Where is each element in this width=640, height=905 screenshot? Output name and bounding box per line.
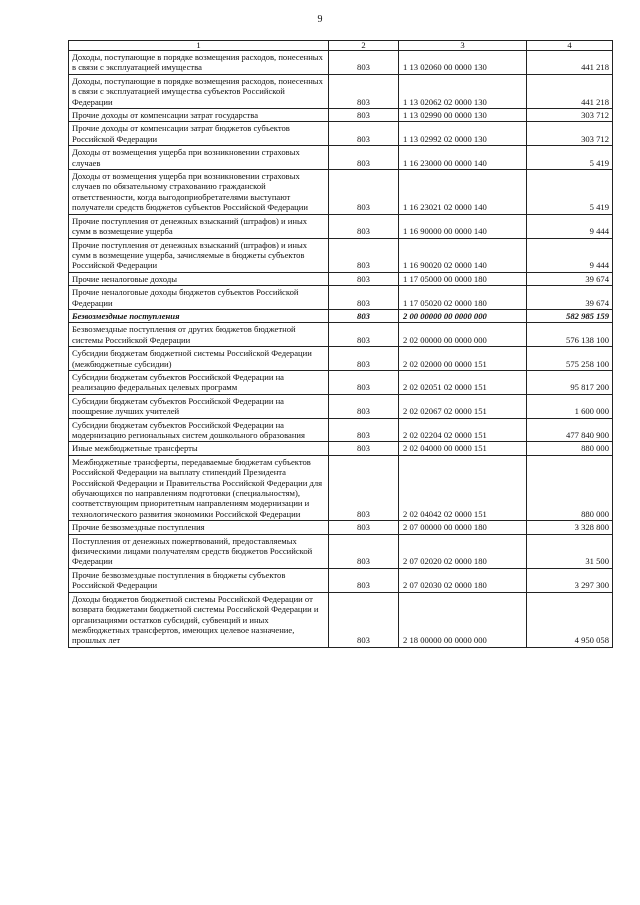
row-name: Безвозмездные поступления	[69, 309, 329, 322]
table-row	[69, 309, 613, 322]
row-admin-code: 803	[329, 74, 399, 108]
row-name: Субсидии бюджетам субъектов Российской Федерации на реализацию федеральных целевых программ	[69, 370, 329, 394]
row-amount: 4 950 058	[527, 592, 613, 647]
row-amount: 582 985 159	[527, 309, 613, 322]
table-row	[69, 146, 613, 170]
row-amount: 9 444	[527, 238, 613, 272]
table-row	[69, 568, 613, 592]
row-name: Доходы, поступающие в порядке возмещения расходов, понесенных в связи с эксплуатацией имущества	[69, 51, 329, 75]
row-budget-code: 2 02 04042 02 0000 151	[399, 455, 527, 520]
row-admin-code: 803	[329, 170, 399, 215]
row-admin-code: 803	[329, 568, 399, 592]
table-row	[69, 323, 613, 347]
row-admin-code: 803	[329, 521, 399, 534]
row-name: Прочие неналоговые доходы бюджетов субъектов Российской Федерации	[69, 286, 329, 310]
table-row	[69, 521, 613, 534]
header-col-4: 4	[527, 41, 613, 51]
row-amount: 39 674	[527, 272, 613, 285]
row-amount: 39 674	[527, 286, 613, 310]
table-row	[69, 74, 613, 108]
row-admin-code: 803	[329, 146, 399, 170]
row-amount: 441 218	[527, 51, 613, 75]
row-amount: 576 138 100	[527, 323, 613, 347]
row-admin-code: 803	[329, 238, 399, 272]
row-budget-code: 2 02 02204 02 0000 151	[399, 418, 527, 442]
row-budget-code: 1 17 05020 02 0000 180	[399, 286, 527, 310]
revenue-table	[68, 40, 613, 648]
row-name: Прочие безвозмездные поступления	[69, 521, 329, 534]
row-name: Иные межбюджетные трансферты	[69, 442, 329, 455]
row-budget-code: 1 13 02992 02 0000 130	[399, 122, 527, 146]
row-amount: 1 600 000	[527, 394, 613, 418]
row-budget-code: 2 18 00000 00 0000 000	[399, 592, 527, 647]
row-budget-code: 1 16 23000 00 0000 140	[399, 146, 527, 170]
row-amount: 3 297 300	[527, 568, 613, 592]
row-admin-code: 803	[329, 418, 399, 442]
row-amount: 3 328 800	[527, 521, 613, 534]
table-row	[69, 272, 613, 285]
row-budget-code: 1 13 02062 02 0000 130	[399, 74, 527, 108]
table-row	[69, 170, 613, 215]
row-budget-code: 1 16 23021 02 0000 140	[399, 170, 527, 215]
row-admin-code: 803	[329, 51, 399, 75]
row-amount: 880 000	[527, 455, 613, 520]
row-budget-code: 1 13 02060 00 0000 130	[399, 51, 527, 75]
table-row	[69, 370, 613, 394]
row-admin-code: 803	[329, 309, 399, 322]
table-row	[69, 109, 613, 122]
table-header-row	[69, 41, 613, 51]
row-budget-code: 1 13 02990 00 0000 130	[399, 109, 527, 122]
row-budget-code: 2 02 00000 00 0000 000	[399, 323, 527, 347]
row-admin-code: 803	[329, 286, 399, 310]
row-name: Поступления от денежных пожертвований, предоставляемых физическими лицами получателям средств бюджетов Российской Федерации	[69, 534, 329, 568]
row-budget-code: 2 02 02000 00 0000 151	[399, 347, 527, 371]
row-admin-code: 803	[329, 455, 399, 520]
row-admin-code: 803	[329, 442, 399, 455]
row-amount: 880 000	[527, 442, 613, 455]
row-name: Субсидии бюджетам субъектов Российской Федерации на модернизацию региональных систем дошкольного образования	[69, 418, 329, 442]
row-amount: 477 840 900	[527, 418, 613, 442]
row-admin-code: 803	[329, 394, 399, 418]
row-budget-code: 2 02 02051 02 0000 151	[399, 370, 527, 394]
row-amount: 95 817 200	[527, 370, 613, 394]
row-budget-code: 2 07 02020 02 0000 180	[399, 534, 527, 568]
row-amount: 9 444	[527, 214, 613, 238]
row-admin-code: 803	[329, 323, 399, 347]
row-name: Доходы от возмещения ущерба при возникновении страховых случаев по обязательному страхованию гражданской ответственности, когда выгодоприобретателями выступают получатели средств бюджетов субъектов Российской Федерации	[69, 170, 329, 215]
row-name: Доходы от возмещения ущерба при возникновении страховых случаев	[69, 146, 329, 170]
table-row	[69, 51, 613, 75]
row-budget-code: 2 07 00000 00 0000 180	[399, 521, 527, 534]
row-name: Прочие поступления от денежных взысканий (штрафов) и иных сумм в возмещение ущерба, зачисляемые в бюджеты субъектов Российской Федерации	[69, 238, 329, 272]
page-number: 9	[317, 14, 323, 25]
row-name: Безвозмездные поступления от других бюджетов бюджетной системы Российской Федерации	[69, 323, 329, 347]
table-row	[69, 394, 613, 418]
table-row	[69, 122, 613, 146]
table-body	[69, 51, 613, 648]
row-amount: 441 218	[527, 74, 613, 108]
row-budget-code: 2 00 00000 00 0000 000	[399, 309, 527, 322]
row-name: Доходы бюджетов бюджетной системы Российской Федерации от возврата бюджетами бюджетной системы Российской Федерации и организациями остатков субсидий, субвенций и иных межбюджетных трансфертов, имеющих целевое назначение, прошлых лет	[69, 592, 329, 647]
row-name: Прочие доходы от компенсации затрат бюджетов субъектов Российской Федерации	[69, 122, 329, 146]
row-amount: 575 258 100	[527, 347, 613, 371]
table-row	[69, 214, 613, 238]
row-budget-code: 2 02 02067 02 0000 151	[399, 394, 527, 418]
row-name: Межбюджетные трансферты, передаваемые бюджетам субъектов Российской Федерации на выплату стипендий Президента Российской Федерации и Правительства Российской Федерации для обучающихся по направлениям подготовки (специальностям), соответствующим приоритетным направлениям модернизации и технологического развития экономики Российской Федерации	[69, 455, 329, 520]
table-row	[69, 442, 613, 455]
row-budget-code: 2 02 04000 00 0000 151	[399, 442, 527, 455]
row-amount: 303 712	[527, 109, 613, 122]
table-row	[69, 455, 613, 520]
row-amount: 5 419	[527, 146, 613, 170]
row-name: Субсидии бюджетам бюджетной системы Российской Федерации (межбюджетные субсидии)	[69, 347, 329, 371]
row-budget-code: 1 16 90000 00 0000 140	[399, 214, 527, 238]
table-row	[69, 347, 613, 371]
header-col-3: 3	[399, 41, 527, 51]
table-row	[69, 418, 613, 442]
row-name: Прочие безвозмездные поступления в бюджеты субъектов Российской Федерации	[69, 568, 329, 592]
row-amount: 5 419	[527, 170, 613, 215]
row-budget-code: 1 17 05000 00 0000 180	[399, 272, 527, 285]
row-admin-code: 803	[329, 272, 399, 285]
row-admin-code: 803	[329, 370, 399, 394]
header-col-1: 1	[69, 41, 329, 51]
table-row	[69, 286, 613, 310]
row-admin-code: 803	[329, 214, 399, 238]
row-name: Доходы, поступающие в порядке возмещения расходов, понесенных в связи с эксплуатацией имущества субъектов Российской Федерации	[69, 74, 329, 108]
row-admin-code: 803	[329, 592, 399, 647]
row-name: Прочие поступления от денежных взысканий (штрафов) и иных сумм в возмещение ущерба	[69, 214, 329, 238]
row-admin-code: 803	[329, 534, 399, 568]
row-amount: 303 712	[527, 122, 613, 146]
table-row	[69, 238, 613, 272]
row-budget-code: 2 07 02030 02 0000 180	[399, 568, 527, 592]
table-row	[69, 592, 613, 647]
row-name: Прочие неналоговые доходы	[69, 272, 329, 285]
row-admin-code: 803	[329, 122, 399, 146]
row-name: Субсидии бюджетам субъектов Российской Федерации на поощрение лучших учителей	[69, 394, 329, 418]
row-amount: 31 500	[527, 534, 613, 568]
table-row	[69, 534, 613, 568]
header-col-2: 2	[329, 41, 399, 51]
row-admin-code: 803	[329, 109, 399, 122]
row-name: Прочие доходы от компенсации затрат государства	[69, 109, 329, 122]
row-budget-code: 1 16 90020 02 0000 140	[399, 238, 527, 272]
row-admin-code: 803	[329, 347, 399, 371]
